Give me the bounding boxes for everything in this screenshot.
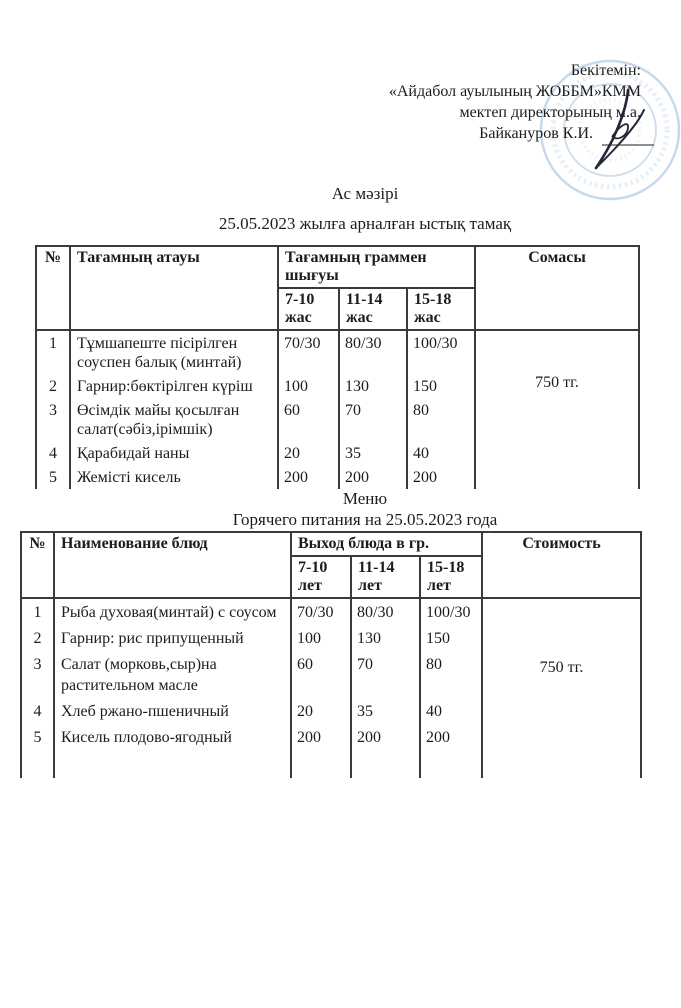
portion-cell: 80/30 (351, 598, 420, 625)
menu-ru-subtitle: Горячего питания на 25.05.2023 года (232, 510, 498, 529)
dish-name-cell: Тұмшапеште пісірілген соуспен балық (минтай) (70, 330, 278, 374)
portion-cell: 60 (291, 651, 351, 698)
row-number-cell: 5 (36, 465, 70, 489)
column-header-dish-name: Наименование блюд (54, 532, 291, 598)
portion-cell: 130 (351, 625, 420, 651)
dish-name-cell: Жемісті кисель (70, 465, 278, 489)
portion-cell: 35 (351, 698, 420, 724)
portion-cell: 150 (407, 374, 475, 398)
total-cell: 750 тг. (475, 330, 639, 489)
column-header-dish-name: Тағамның атауы (70, 246, 278, 330)
column-header-total: Стоимость (482, 532, 641, 598)
column-header-no: № (21, 532, 54, 598)
signature (582, 84, 662, 179)
menu-ru-title: Меню (342, 489, 388, 508)
row-number-cell: 4 (36, 441, 70, 465)
portion-cell: 70/30 (278, 330, 339, 374)
row-number-cell: 1 (36, 330, 70, 374)
portion-cell: 40 (420, 698, 482, 724)
portion-cell: 100/30 (420, 598, 482, 625)
signature-graphic (582, 84, 662, 179)
menu-kk-title: Ас мәзірі (331, 184, 399, 203)
portion-cell: 200 (407, 465, 475, 489)
row-number-cell: 3 (36, 398, 70, 441)
column-header-output: Тағамның граммен шығуы (278, 246, 475, 288)
portion-cell: 20 (291, 698, 351, 724)
dish-name-cell: Өсімдік майы қосылған салат(сәбіз,ірімшік) (70, 398, 278, 441)
portion-cell: 80 (420, 651, 482, 698)
dish-name-cell: Гарнир:бөктірілген күріш (70, 374, 278, 398)
dish-name-cell: Кисель плодово-ягодный (54, 724, 291, 778)
total-cell: 750 тг. (482, 598, 641, 778)
column-header-total: Сомасы (475, 246, 639, 330)
column-header-age-3: 15-18 лет (420, 556, 482, 598)
dish-name-cell: Рыба духовая(минтай) с соусом (54, 598, 291, 625)
column-header-age-2: 11-14 жас (339, 288, 407, 330)
table-row (21, 598, 641, 625)
row-number-cell: 5 (21, 724, 54, 778)
portion-cell: 200 (420, 724, 482, 778)
table-row (36, 330, 639, 374)
column-header-age-1: 7-10 жас (278, 288, 339, 330)
column-header-age-2: 11-14 лет (351, 556, 420, 598)
approval-line-3: мектеп директорының м.а. (459, 104, 641, 121)
row-number-cell: 1 (21, 598, 54, 625)
row-number-cell: 4 (21, 698, 54, 724)
portion-cell: 60 (278, 398, 339, 441)
portion-cell: 200 (278, 465, 339, 489)
dish-name-cell: Хлеб ржано-пшеничный (54, 698, 291, 724)
portion-cell: 200 (291, 724, 351, 778)
column-header-age-3: 15-18 жас (407, 288, 475, 330)
portion-cell: 80/30 (339, 330, 407, 374)
row-number-cell: 2 (21, 625, 54, 651)
column-header-no: № (36, 246, 70, 330)
portion-cell: 70/30 (291, 598, 351, 625)
row-number-cell: 3 (21, 651, 54, 698)
portion-cell: 100/30 (407, 330, 475, 374)
portion-cell: 70 (351, 651, 420, 698)
approval-line-2: «Айдабол ауылының ЖОББМ»КММ (388, 83, 641, 100)
portion-cell: 150 (420, 625, 482, 651)
menu-table-kk (35, 245, 640, 489)
menu-kk-subtitle: 25.05.2023 жылға арналған ыстық тамақ (218, 214, 512, 233)
approval-line-4: Байкануров К.И. (479, 125, 593, 142)
column-header-output: Выход блюда в гр. (291, 532, 482, 556)
portion-cell: 100 (291, 625, 351, 651)
portion-cell: 80 (407, 398, 475, 441)
column-header-age-1: 7-10 лет (291, 556, 351, 598)
dish-name-cell: Гарнир: рис припущенный (54, 625, 291, 651)
row-number-cell: 2 (36, 374, 70, 398)
menu-table-ru (20, 531, 642, 778)
approval-line-1: Бекітемін: (570, 62, 641, 79)
portion-cell: 35 (339, 441, 407, 465)
portion-cell: 200 (339, 465, 407, 489)
portion-cell: 200 (351, 724, 420, 778)
dish-name-cell: Салат (морковь,сыр)на растительном масле (54, 651, 291, 698)
portion-cell: 20 (278, 441, 339, 465)
dish-name-cell: Қарабидай наны (70, 441, 278, 465)
portion-cell: 40 (407, 441, 475, 465)
portion-cell: 130 (339, 374, 407, 398)
approval-block (241, 60, 641, 144)
portion-cell: 100 (278, 374, 339, 398)
portion-cell: 70 (339, 398, 407, 441)
